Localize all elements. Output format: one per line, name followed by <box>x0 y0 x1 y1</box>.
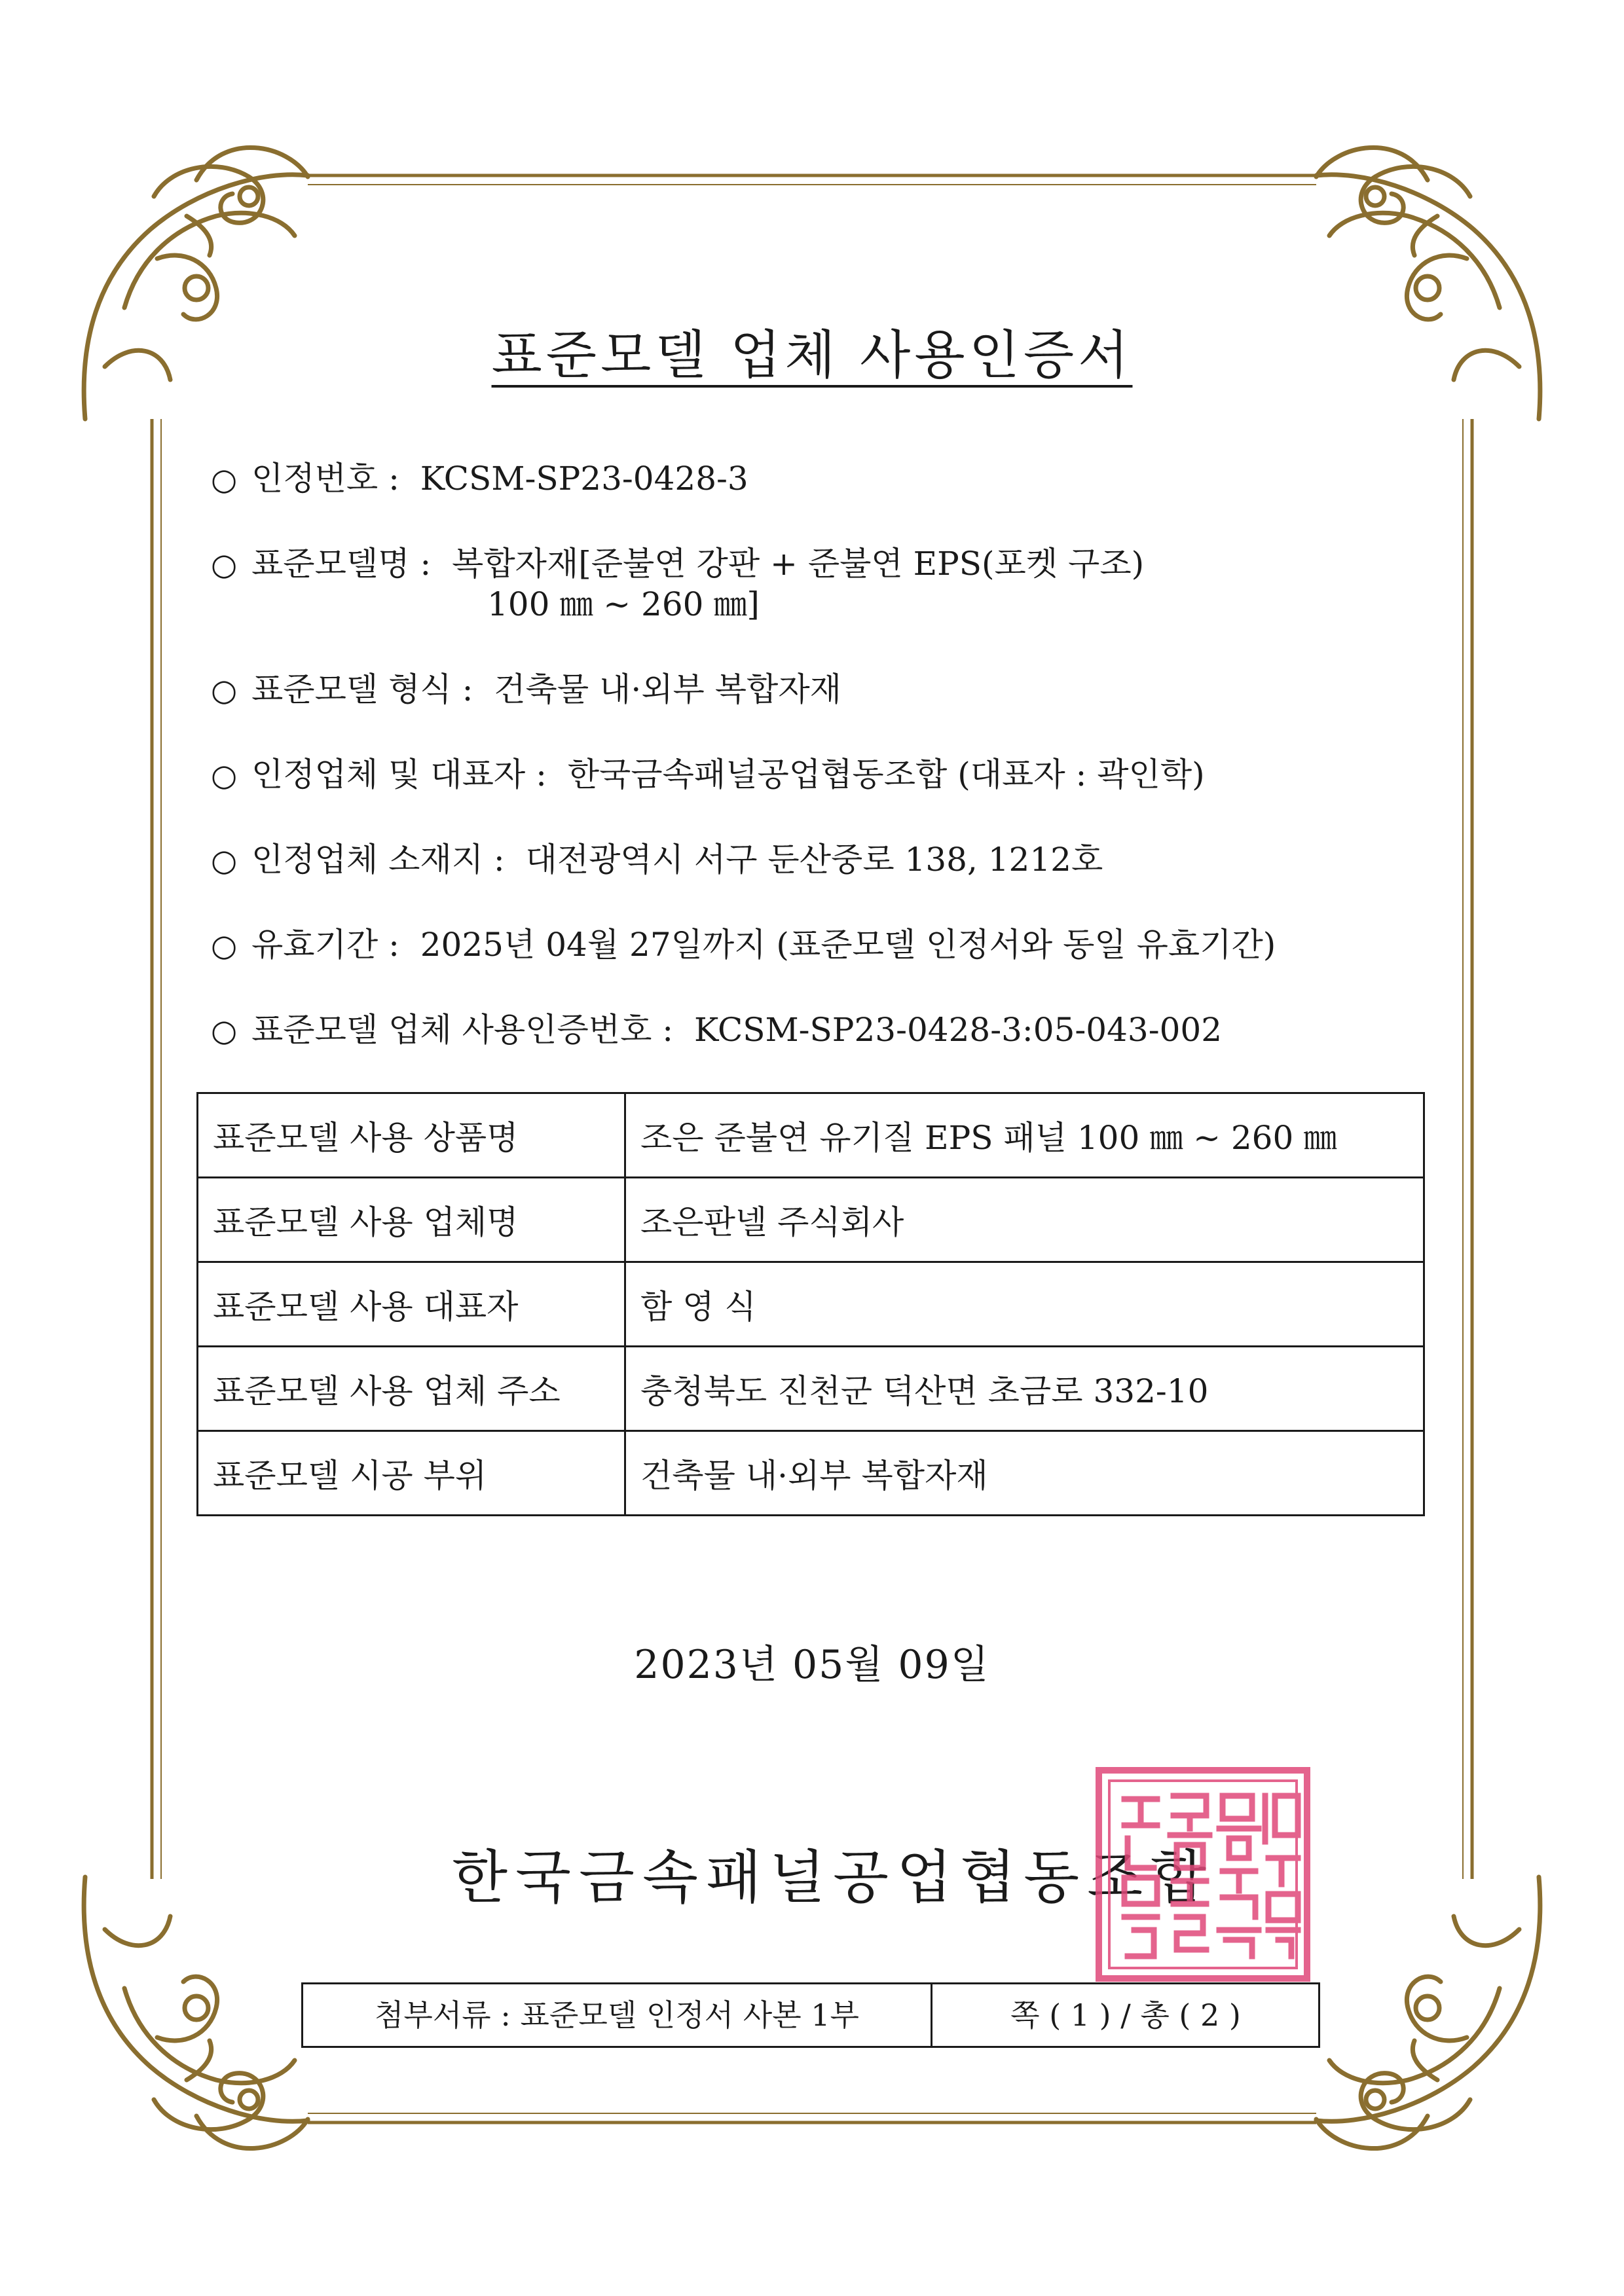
info-label: 인정번호 : <box>251 460 399 498</box>
table-value-cell: 건축물 내·외부 복합자재 <box>625 1431 1424 1516</box>
info-value: 2025년 04월 27일까지 (표준모델 인정서와 동일 유효기간) <box>420 926 1276 964</box>
info-label: 표준모델명 : <box>251 545 432 583</box>
info-item-certification-number <box>211 458 748 500</box>
corner-ornament <box>1316 1877 1540 2149</box>
table-value-cell: 함 영 식 <box>625 1262 1424 1347</box>
circle-bullet-icon: ○ <box>211 462 238 497</box>
table-row <box>198 1347 1424 1431</box>
table-value-cell: 충청북도 진천군 덕산면 초금로 332-10 <box>625 1347 1424 1431</box>
table-row <box>198 1262 1424 1347</box>
info-value-continuation: 100 ㎜ ~ 260 ㎜] <box>487 585 760 623</box>
info-value: KCSM-SP23-0428-3:05-043-002 <box>693 1011 1223 1049</box>
info-value: KCSM-SP23-0428-3 <box>420 460 748 498</box>
info-item-validity-period <box>211 924 1276 966</box>
table-label-cell: 표준모델 사용 상품명 <box>198 1093 625 1178</box>
circle-bullet-icon: ○ <box>211 1013 238 1048</box>
attachment-note: 첨부서류 : 표준모델 인정서 사본 1부 <box>303 1984 932 2046</box>
info-label: 표준모델 형식 : <box>251 670 473 708</box>
info-item-company-representative <box>211 754 1205 795</box>
table-row <box>198 1431 1424 1516</box>
info-item-usage-certification-number <box>211 1010 1222 1051</box>
info-value: 복합자재[준불연 강판 + 준불연 EPS(포켓 구조) <box>452 545 1145 583</box>
info-value: 대전광역시 서구 둔산중로 138, 1212호 <box>525 841 1103 879</box>
info-label: 인정업체 소재지 : <box>251 841 505 879</box>
table-value-cell: 조은판넬 주식회사 <box>625 1178 1424 1262</box>
info-value: 건축물 내·외부 복합자재 <box>494 670 841 708</box>
info-value: 한국금속패널공업협동조합 (대표자 : 곽인학) <box>567 756 1205 793</box>
info-item-company-address <box>211 839 1103 881</box>
official-seal-icon <box>1095 1766 1311 1982</box>
info-item-model-type <box>211 669 841 710</box>
document-title <box>0 313 1624 388</box>
table-label-cell: 표준모델 사용 업체명 <box>198 1178 625 1262</box>
table-row <box>198 1178 1424 1262</box>
table-value-cell: 조은 준불연 유기질 EPS 패널 100 ㎜ ~ 260 ㎜ <box>625 1093 1424 1178</box>
details-table <box>196 1092 1425 1516</box>
info-label: 표준모델 업체 사용인증번호 : <box>251 1011 674 1049</box>
corner-ornament <box>84 1877 308 2149</box>
document-title-text: 표준모델 업체 사용인증서 <box>491 325 1133 386</box>
issuer-name: 한국금속패널공업협동조합 <box>452 1844 1215 1911</box>
table-label-cell: 표준모델 사용 대표자 <box>198 1262 625 1347</box>
info-label: 인정업체 및 대표자 : <box>251 756 547 793</box>
circle-bullet-icon: ○ <box>211 757 238 793</box>
issue-date: 2023년 05월 09일 <box>634 1642 990 1688</box>
table-label-cell: 표준모델 사용 업체 주소 <box>198 1347 625 1431</box>
circle-bullet-icon: ○ <box>211 547 238 582</box>
page-indicator: 쪽 ( 1 ) / 총 ( 2 ) <box>1010 1997 1241 2033</box>
info-label: 유효기간 : <box>251 926 399 964</box>
footer-box <box>301 1982 1320 2048</box>
circle-bullet-icon: ○ <box>211 928 238 963</box>
info-item-model-name <box>211 543 1145 623</box>
circle-bullet-icon: ○ <box>211 843 238 878</box>
table-row <box>198 1093 1424 1178</box>
table-label-cell: 표준모델 시공 부위 <box>198 1431 625 1516</box>
circle-bullet-icon: ○ <box>211 672 238 708</box>
